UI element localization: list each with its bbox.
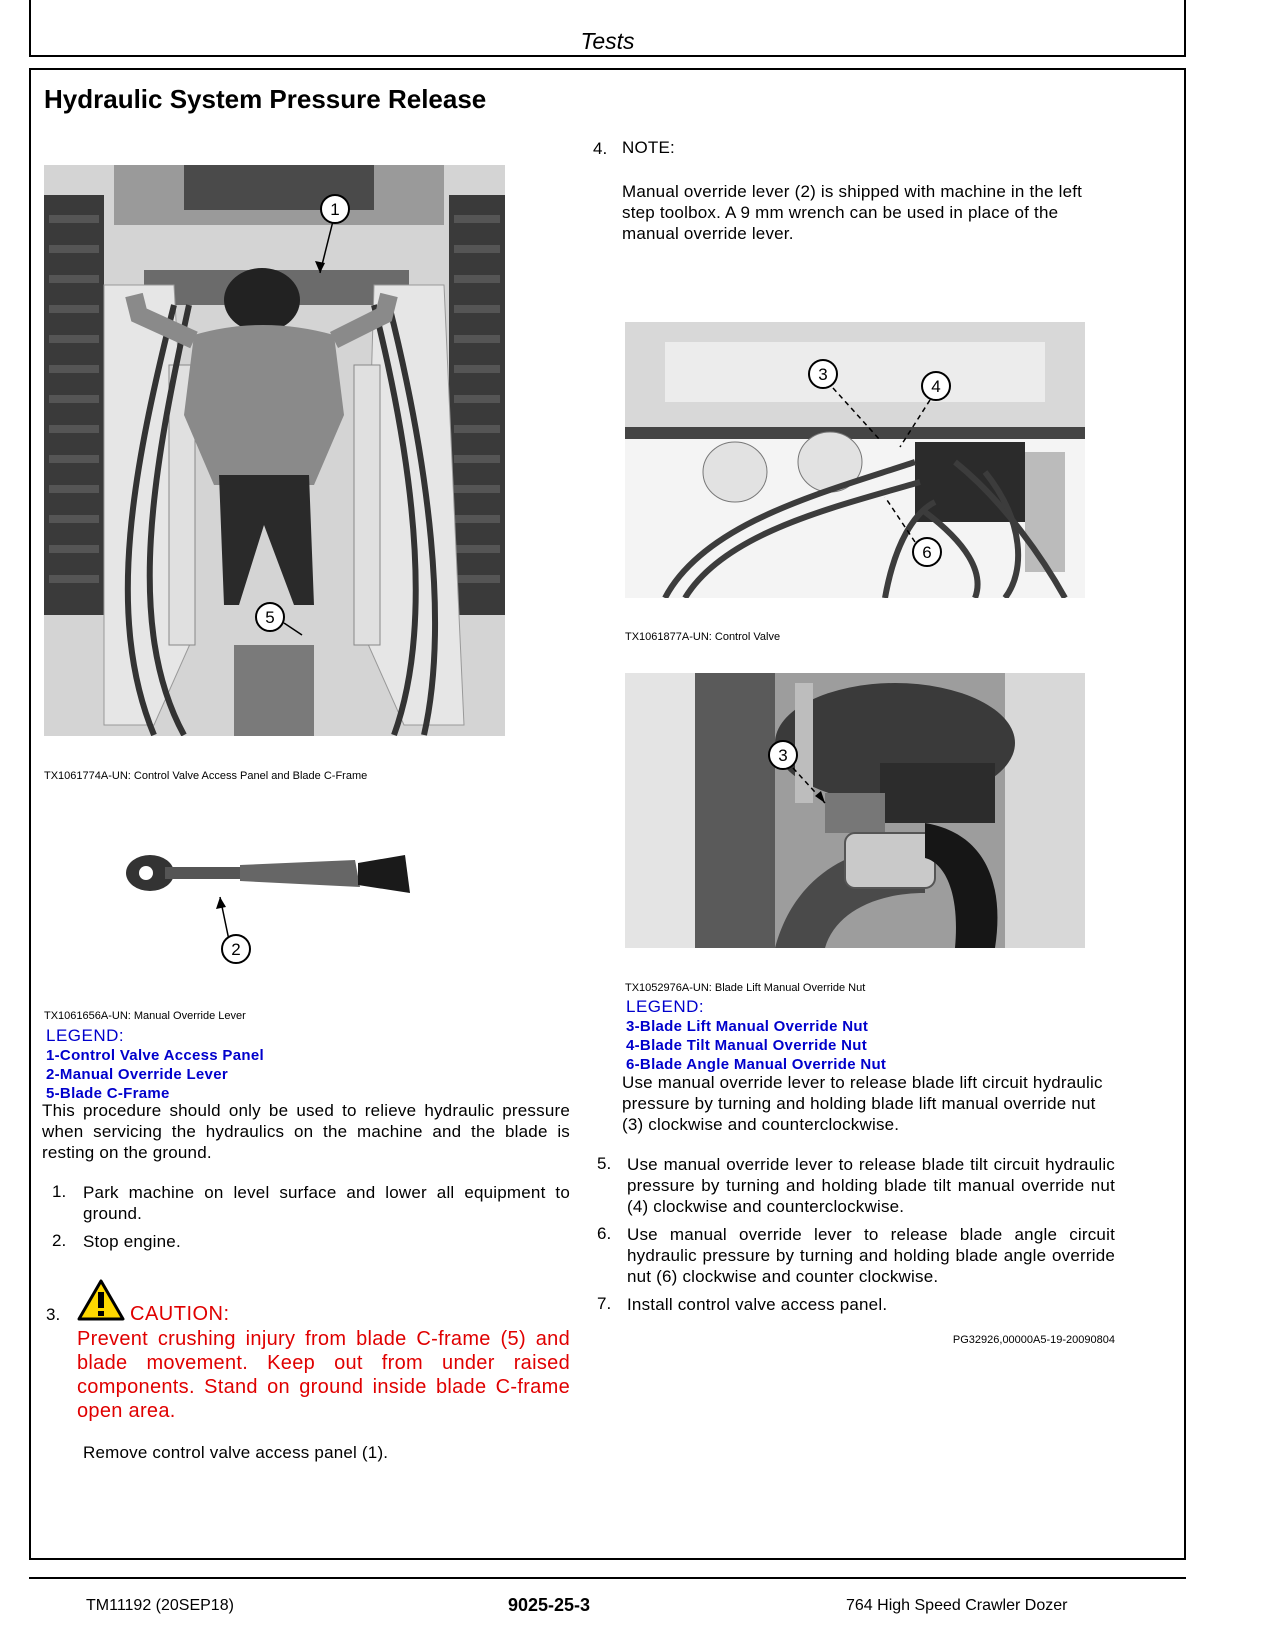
photo-override-nut (625, 673, 1085, 948)
intro-paragraph: This procedure should only be used to relieve hydraulic pressure when servicing the hydraulics on the machine and the blade is resting on the ground. (42, 1101, 570, 1162)
legend-item: 2-Manual Override Lever (46, 1066, 228, 1083)
note-text: Manual override lever (2) is shipped with machine in the left step toolbox. A 9 mm wrench can be used in place of the manual override lever. (622, 182, 1083, 243)
step-4-text: Use manual override lever to release blade lift circuit hydraulic pressure by turning and holding blade lift manual override nut (3) clockwise and counterclockwise. (622, 1073, 1103, 1134)
step-5-text: Use manual override lever to release blade tilt circuit hydraulic pressure by turning and holding blade tilt manual override nut (4) clockwise and counterclockwise. (627, 1155, 1115, 1216)
callout-5: 5 (265, 608, 275, 627)
note-label: NOTE: (622, 138, 675, 157)
legend-heading-right: LEGEND: (626, 997, 705, 1016)
step-1-number: 1. (52, 1182, 67, 1201)
section-header: Tests (580, 28, 635, 54)
legend-list-left (46, 1046, 264, 1103)
document-reference: PG32926,00000A5-19-20090804 (952, 1334, 1115, 1346)
step-5-number: 5. (597, 1154, 612, 1173)
step-3-text: Remove control valve access panel (1). (83, 1443, 389, 1462)
step-4-number: 4. (593, 139, 608, 158)
figure-control-valve (625, 322, 1085, 598)
legend-heading-left: LEGEND: (46, 1026, 125, 1045)
legend-item: 1-Control Valve Access Panel (46, 1047, 264, 1064)
callout-3b: 3 (778, 746, 788, 765)
figure-caption-1: TX1061774A-UN: Control Valve Access Panel and Blade C-Frame (44, 770, 368, 782)
illustration-operator-c-frame (44, 165, 505, 736)
warning-triangle-icon (76, 1278, 126, 1322)
footer-machine-name: 764 High Speed Crawler Dozer (846, 1597, 1068, 1614)
caution-text: Prevent crushing injury from blade C-frame (5) and blade movement. Keep out from under raised components. Stand on ground inside blade C-frame open area. (77, 1328, 570, 1422)
step-6-number: 6. (597, 1224, 612, 1243)
step-7-text: Install control valve access panel. (627, 1295, 888, 1314)
figure-control-valve-access (44, 165, 505, 736)
legend-list-right (626, 1017, 886, 1074)
illustration-control-valve (625, 322, 1085, 598)
step-3-number: 3. (46, 1305, 61, 1324)
caution-label: CAUTION: (130, 1303, 230, 1325)
step-2-number: 2. (52, 1231, 67, 1250)
callout-3: 3 (818, 365, 828, 384)
callout-2: 2 (231, 940, 241, 959)
figure-caption-4: TX1052976A-UN: Blade Lift Manual Override Nut (625, 982, 866, 994)
legend-item: 6-Blade Angle Manual Override Nut (626, 1056, 887, 1073)
step-6-text: Use manual override lever to release blade angle circuit hydraulic pressure by turning and holding blade angle override nut (6) clockwise and counter clockwise. (627, 1225, 1115, 1286)
figure-caption-2: TX1061656A-UN: Manual Override Lever (44, 1010, 246, 1022)
figure-blade-lift-override-nut (625, 673, 1085, 948)
step-2-text: Stop engine. (83, 1232, 181, 1251)
callout-1: 1 (330, 200, 340, 219)
legend-item: 4-Blade Tilt Manual Override Nut (626, 1037, 868, 1054)
step-7-number: 7. (597, 1294, 612, 1313)
page-title: Hydraulic System Pressure Release (44, 84, 487, 114)
footer-manual-id: TM11192 (20SEP18) (86, 1597, 234, 1614)
illustration-override-lever (120, 845, 420, 970)
legend-item: 5-Blade C-Frame (46, 1085, 170, 1102)
figure-manual-override-lever (120, 845, 420, 970)
footer-page-number: 9025-25-3 (508, 1595, 591, 1615)
callout-6: 6 (922, 543, 932, 562)
callout-4: 4 (931, 377, 941, 396)
legend-item: 3-Blade Lift Manual Override Nut (626, 1018, 869, 1035)
figure-caption-3: TX1061877A-UN: Control Valve (625, 631, 781, 643)
step-1-text: Park machine on level surface and lower all equipment to ground. (83, 1183, 570, 1223)
footer-divider (29, 1577, 1186, 1579)
